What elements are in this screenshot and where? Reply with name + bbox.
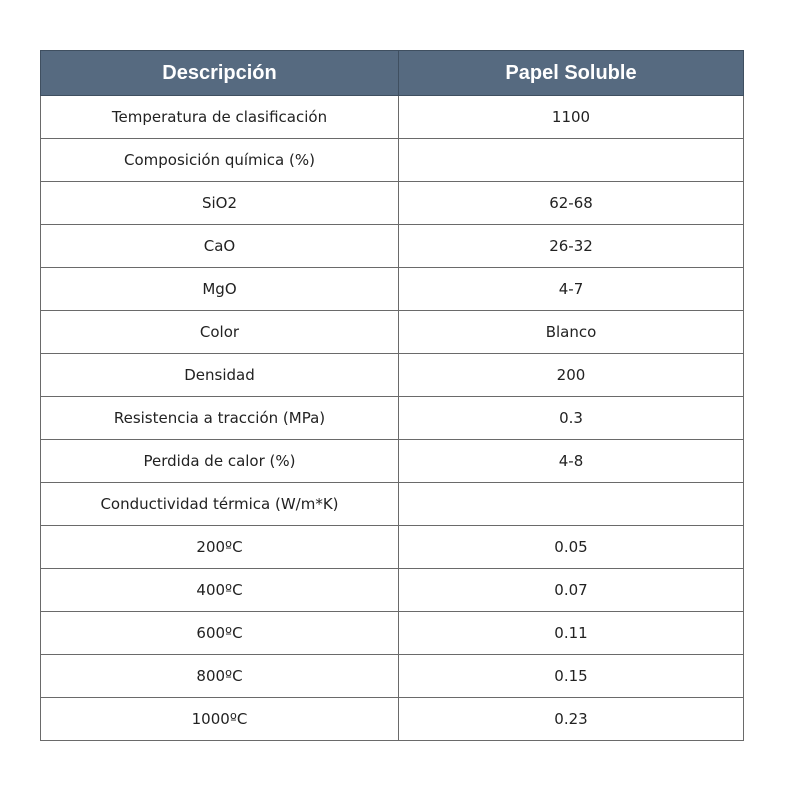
table-row [41,96,744,139]
row-value: 0.05 [399,526,744,569]
row-value [399,483,744,526]
row-label: 800ºC [41,655,399,698]
row-value: 1100 [399,96,744,139]
table-row [41,182,744,225]
row-label: MgO [41,268,399,311]
row-value: 0.11 [399,612,744,655]
header-row [41,51,744,96]
table-row [41,655,744,698]
table-row [41,612,744,655]
row-value [399,139,744,182]
row-label: 1000ºC [41,698,399,741]
row-label: CaO [41,225,399,268]
row-label: Temperatura de clasificación [41,96,399,139]
row-value: 0.3 [399,397,744,440]
row-label: Conductividad térmica (W/m*K) [41,483,399,526]
row-value: 62-68 [399,182,744,225]
table-row [41,397,744,440]
row-label: Resistencia a tracción (MPa) [41,397,399,440]
row-value: 0.15 [399,655,744,698]
row-value: 26-32 [399,225,744,268]
table-row [41,569,744,612]
table-row [41,526,744,569]
row-value: 200 [399,354,744,397]
table-row [41,440,744,483]
header-description: Descripción [41,51,399,96]
row-value: 4-8 [399,440,744,483]
row-label: Composición química (%) [41,139,399,182]
table-row [41,225,744,268]
table-row [41,268,744,311]
table-header [41,51,744,96]
row-value: 0.23 [399,698,744,741]
spec-table [40,50,744,741]
table-row [41,698,744,741]
row-label: Color [41,311,399,354]
row-label: Densidad [41,354,399,397]
row-value: 0.07 [399,569,744,612]
row-value: Blanco [399,311,744,354]
table-row [41,139,744,182]
row-label: 200ºC [41,526,399,569]
row-label: Perdida de calor (%) [41,440,399,483]
row-label: 400ºC [41,569,399,612]
table-row [41,483,744,526]
table-row [41,354,744,397]
table-row [41,311,744,354]
spec-table-container [40,50,743,741]
row-value: 4-7 [399,268,744,311]
table-body [41,96,744,741]
header-papel-soluble: Papel Soluble [399,51,744,96]
row-label: 600ºC [41,612,399,655]
row-label: SiO2 [41,182,399,225]
